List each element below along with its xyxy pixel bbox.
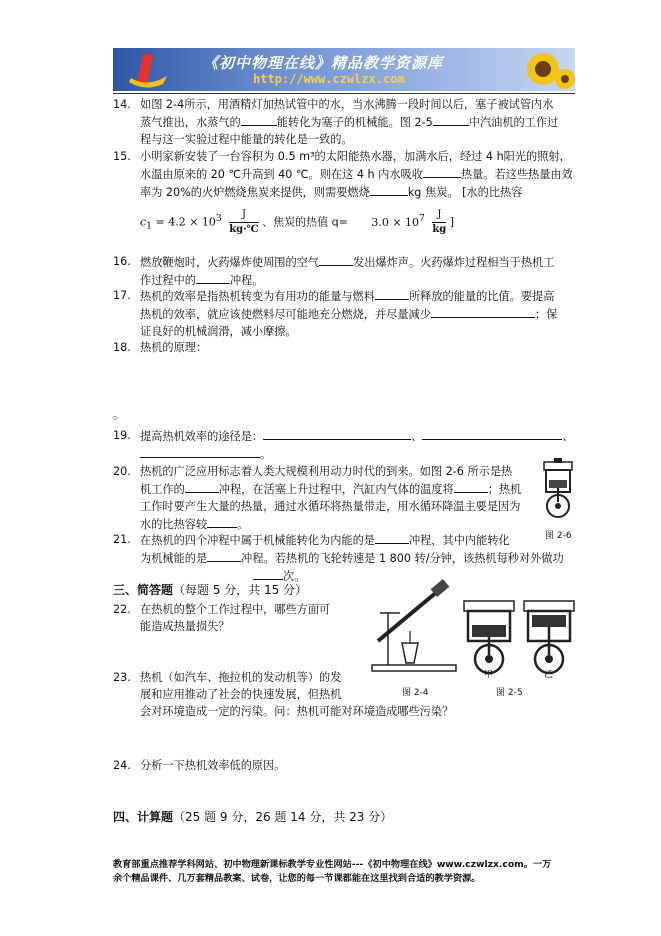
- answer-blank[interactable]: [241, 113, 277, 126]
- answer-blank[interactable]: [431, 305, 535, 318]
- answer-blank[interactable]: [370, 183, 408, 196]
- header-rule: [113, 93, 575, 94]
- answer-blank[interactable]: [319, 253, 353, 266]
- question-14: 14. 如图 2-4所示，用酒精灯加热试管中的水，当水沸腾一段时间以后，塞子被试管内水 蒸气推出，水蒸气的 能转化为塞子的机械能。图 2-5 中汽油机的工作过 程与这一实验过程中能量的转化是一致的。: [113, 98, 559, 146]
- section-4-heading: 四、计算题（25 题 9 分，26 题 14 分，共 23 分）: [113, 810, 393, 824]
- answer-blank[interactable]: [433, 113, 469, 126]
- question-18-end: 。: [113, 408, 125, 421]
- question-19: 19. 提高热机效率的途径是： 、 、 。: [113, 429, 574, 461]
- answer-blank[interactable]: [207, 515, 237, 528]
- figure-2-6-caption: 图 2-6: [545, 531, 572, 541]
- banner-title: 《初中物理在线》精品教学资源库: [203, 54, 444, 72]
- footer-line-2: 余个精品课件、几万套精品教案、试卷，让您的每一节课都能在这里找到合适的教学资源。: [113, 873, 481, 884]
- figure-2-6-engine: [538, 458, 578, 520]
- site-logo-icon: [123, 50, 173, 90]
- footer-line-1: 教育部重点推荐学科网站、初中物理新课标教学专业性网站---《初中物理在线》www.czwlzx.com。一万: [113, 859, 552, 870]
- page-footer: [113, 858, 583, 886]
- section-3-heading: 三、简答题（每题 5 分，共 15 分）: [113, 583, 308, 597]
- answer-blank[interactable]: [454, 480, 488, 493]
- figure-label-yi: 乙: [544, 670, 554, 680]
- answer-blank[interactable]: [185, 480, 219, 493]
- answer-blank[interactable]: [375, 531, 409, 544]
- question-16: 16. 燃放鞭炮时，火药爆炸使周围的空气 发出爆炸声。火药爆炸过程相当于热机工 作过程中的 冲程。: [113, 255, 555, 287]
- question-23: 23. 热机（如汽车、拖拉机的发动机等）的发 展和应用推动了社会的快速发展，但热机 会对环境造成一定的污染。问：热机可能对环境造成哪些污染？: [113, 671, 454, 718]
- figure-2-5-caption: 图 2-5: [496, 688, 523, 698]
- header-banner: [113, 48, 575, 91]
- question-15: 15. 小明家新安装了一台容积为 0.5 m³的太阳能热水器，加满水后，经过 4 h阳光的照射， 水温由原来的 20 ℃升高到 40 ℃。则在这 4 h 内水吸收 热量。若这些热量由效 率为 20%的火炉燃烧焦炭来提供，则需要燃烧 kg 焦炭。 [水的比热容: [113, 150, 573, 199]
- question-22: 22. 在热机的整个工作过程中，哪些方面可 能造成热量损失？: [113, 603, 331, 633]
- figure-2-5-engine-yi: [518, 597, 580, 677]
- banner-url: http://www.czwlzx.com: [253, 72, 405, 86]
- figure-label-jia: 甲: [484, 670, 494, 680]
- question-20: 20. 热机的广泛应用标志着人类大规模利用动力时代的到来。如图 2-6 所示是热 机工作的 冲程，在活塞上升过程中，汽缸内气体的温度将 ；热机 工作时要产生大量的热量，通过水循环将热量带走，用水循环降温主要是因为 水的比热容较 。: [113, 465, 522, 531]
- answer-blank[interactable]: [196, 271, 230, 284]
- answer-blank[interactable]: [263, 427, 411, 440]
- answer-blank[interactable]: [375, 287, 409, 300]
- question-24: 24. 分析一下热机效率低的原因。: [113, 759, 286, 772]
- question-18: 18. 热机的原理：: [113, 341, 208, 354]
- answer-blank[interactable]: [422, 427, 562, 440]
- sunflower-icon: [503, 49, 573, 91]
- answer-blank[interactable]: [253, 567, 283, 580]
- specific-heat-formula: $c_1 = 4.2 \times 10^3$ $\frac{J}{kg\cdot℃}$ 、焦炭的热值 $q= 3.0 \times 10^7$ $\frac{J}{kg}$ ]: [140, 209, 455, 235]
- question-17: 17. 热机的效率是指热机转变为有用功的能量与燃料 所释放的能量的比值。要提高 热机的效率，就应该使燃料尽可能地充分燃烧，并尽量减少 ；保 证良好的机械润滑，减小摩擦。: [113, 289, 558, 338]
- answer-blank[interactable]: [207, 549, 241, 562]
- figure-2-4-caption: 图 2-4: [402, 688, 429, 698]
- question-21: 21. 在热机的四个冲程中属于机械能转化为内能的是 冲程，其中内能转化 为机械能的是 冲程。若热机的飞轮转速是 1 800 转/分钟，该热机每秒对外做功 次。: [113, 533, 564, 583]
- answer-blank[interactable]: [140, 445, 260, 458]
- answer-blank[interactable]: [423, 165, 461, 178]
- figure-2-5-engine-jia: [458, 597, 520, 677]
- figure-2-4-apparatus: [370, 583, 470, 683]
